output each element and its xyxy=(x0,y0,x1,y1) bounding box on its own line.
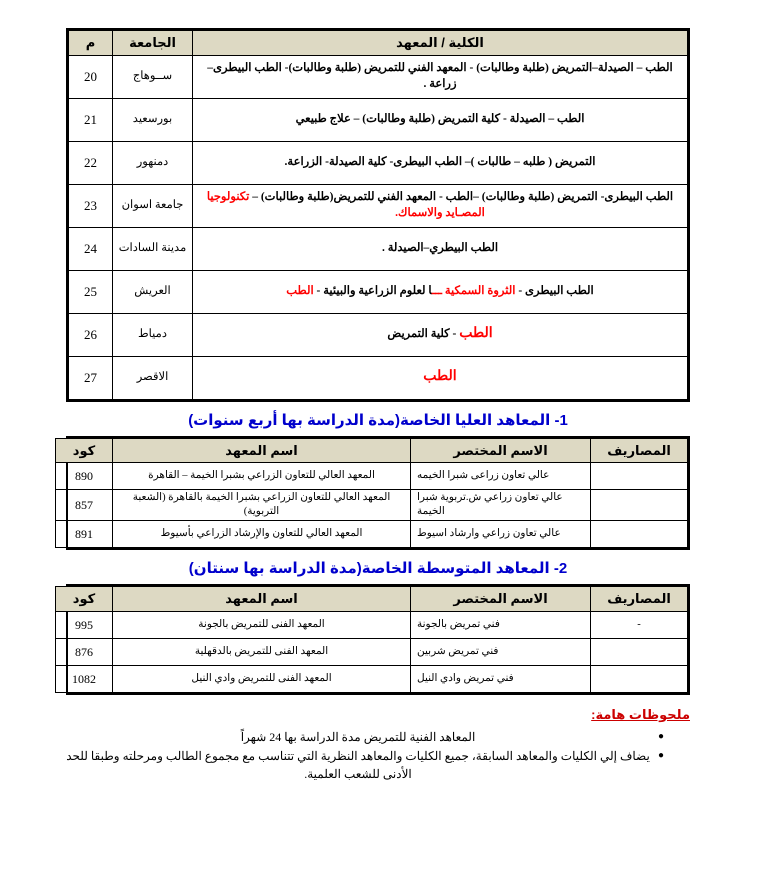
table-row xyxy=(56,521,688,548)
table-row xyxy=(69,184,688,227)
column-header-code: كود xyxy=(56,438,113,463)
cell-row-number: 20 xyxy=(69,55,113,98)
universities-table xyxy=(68,30,688,400)
cell-faculty xyxy=(193,270,688,313)
table-row xyxy=(69,356,688,399)
table-row xyxy=(69,55,688,98)
note-item xyxy=(66,747,664,783)
cell-institute-name: المعهد الفنى للتمريض وادي النيل xyxy=(113,665,411,692)
cell-row-number: 25 xyxy=(69,270,113,313)
cell-fees xyxy=(591,521,688,548)
note-text: يضاف إلي الكليات والمعاهد السابقة، جميع الكليات والمعاهد النظرية التي تتناسب مع مجموع الطالب ومرحلته وطبقا للحد الأدنى للشعب العلمية. xyxy=(66,748,650,781)
cell-university: ســوهاج xyxy=(113,55,193,98)
cell-university: مدينة السادات xyxy=(113,227,193,270)
faculty-text-part: الطب – الصيدلة - كلية التمريض (طلبة وطالبات) – علاج طبيعي xyxy=(295,112,585,125)
cell-fees xyxy=(591,638,688,665)
cell-institute-name: المعهد الفنى للتمريض بالجونة xyxy=(113,611,411,638)
cell-row-number: 23 xyxy=(69,184,113,227)
cell-short-name: فني تمريض بالجونة xyxy=(411,611,591,638)
table-row xyxy=(69,270,688,313)
faculty-text-part: الطب – الصيدلة–التمريض (طلبة وطالبات) - المعهد الفني للتمريض (طلبة وطالبات)- الطب البيطرى– زراعة . xyxy=(207,62,673,90)
table-row xyxy=(69,141,688,184)
cell-code: 890 xyxy=(56,463,113,490)
faculty-text-part: الطب xyxy=(423,369,457,385)
table-row xyxy=(69,313,688,356)
column-header-code: كود xyxy=(56,587,113,612)
table-header-row xyxy=(56,438,688,463)
cell-row-number: 21 xyxy=(69,98,113,141)
high-institutes-table-frame xyxy=(66,436,690,551)
cell-code: 857 xyxy=(56,490,113,521)
high-institutes-table-header xyxy=(56,438,688,463)
faculty-text-part: الطب البيطرى - xyxy=(515,284,594,297)
faculty-text-part: - كلية التمريض xyxy=(387,328,460,341)
faculty-text-part: التمريض ( طلبه – طالبات )– الطب البيطرى- كلية الصيدلة- الزراعة. xyxy=(284,155,596,168)
notes-title: ملحوظات هامة: xyxy=(591,706,690,722)
notes-list xyxy=(66,728,690,783)
faculty-text-part: تكنولوجيا المصـايد والاسماك. xyxy=(206,191,485,219)
cell-fees: - xyxy=(591,611,688,638)
cell-row-number: 24 xyxy=(69,227,113,270)
medium-institutes-table xyxy=(55,586,688,693)
cell-code: 876 xyxy=(56,638,113,665)
faculty-text-part: الطب البيطري–الصيدلة . xyxy=(381,241,499,254)
cell-code: 891 xyxy=(56,521,113,548)
column-header-short-name: الاسم المختصر xyxy=(411,587,591,612)
cell-faculty xyxy=(193,313,688,356)
cell-short-name: فني تمريض وادي النيل xyxy=(411,665,591,692)
medium-institutes-table-body xyxy=(56,611,688,692)
cell-faculty xyxy=(193,55,688,98)
cell-institute-name: المعهد الفنى للتمريض بالدقهلية xyxy=(113,638,411,665)
note-text: المعاهد الفنية للتمريض مدة الدراسة بها 24 شهراً xyxy=(240,729,476,744)
cell-faculty xyxy=(193,141,688,184)
cell-faculty xyxy=(193,98,688,141)
faculty-text-part: الثروة السمكية ـــ xyxy=(431,284,516,297)
notes-section xyxy=(66,707,690,783)
universities-table-frame xyxy=(66,28,690,402)
section-heading-high-institutes: 1- المعاهد العليا الخاصة(مدة الدراسة بها أربع سنوات) xyxy=(188,411,568,429)
faculty-text-part: ا لعلوم الزراعية والبيئية - xyxy=(313,284,432,297)
column-header-fees: المصاريف xyxy=(591,587,688,612)
cell-short-name: عالي تعاون زراعى شبرا الخيمه xyxy=(411,463,591,490)
cell-row-number: 22 xyxy=(69,141,113,184)
cell-fees xyxy=(591,463,688,490)
table-row xyxy=(56,638,688,665)
column-header-faculty: الكلية / المعهد xyxy=(193,31,688,56)
column-header-no: م xyxy=(69,31,113,56)
high-institutes-table xyxy=(55,438,688,549)
section-heading-medium-institutes: 2- المعاهد المتوسطة الخاصة(مدة الدراسة بها سنتان) xyxy=(188,560,568,578)
cell-university: دمنهور xyxy=(113,141,193,184)
table-row xyxy=(69,98,688,141)
column-header-institute-name: اسم المعهد xyxy=(113,587,411,612)
faculty-text-part: الطب xyxy=(286,284,314,297)
cell-fees xyxy=(591,490,688,521)
faculty-text-part: الطب البيطرى- التمريض (طلبة وطالبات) –الطب - المعهد الفني للتمريض(طلبة وطالبات) – xyxy=(249,191,674,204)
cell-fees xyxy=(591,665,688,692)
cell-university: جامعة اسوان xyxy=(113,184,193,227)
universities-table-body xyxy=(69,55,688,399)
cell-university: دمياط xyxy=(113,313,193,356)
table-row xyxy=(56,611,688,638)
cell-faculty xyxy=(193,227,688,270)
cell-institute-name: المعهد العالي للتعاون الزراعي بشبرا الخيمة بالقاهرة (الشعبة التربوية) xyxy=(113,490,411,521)
table-header-row xyxy=(56,587,688,612)
table-row xyxy=(56,665,688,692)
cell-short-name: عالي تعاون زراعي ش.تربوية شبرا الخيمة xyxy=(411,490,591,521)
bullet-icon: ● xyxy=(657,730,664,742)
cell-short-name: فني تمريض شربين xyxy=(411,638,591,665)
cell-university: الاقصر xyxy=(113,356,193,399)
faculty-text-part: الطب xyxy=(459,326,493,342)
cell-institute-name: المعهد العالي للتعاون الزراعي بشبرا الخيمة – القاهرة xyxy=(113,463,411,490)
column-header-institute-name: اسم المعهد xyxy=(113,438,411,463)
cell-university: بورسعيد xyxy=(113,98,193,141)
column-header-fees: المصاريف xyxy=(591,438,688,463)
cell-university: العريش xyxy=(113,270,193,313)
medium-institutes-table-header xyxy=(56,587,688,612)
bullet-icon: ● xyxy=(657,749,664,761)
table-row xyxy=(56,490,688,521)
cell-faculty xyxy=(193,356,688,399)
cell-row-number: 26 xyxy=(69,313,113,356)
table-header-row xyxy=(69,31,688,56)
universities-table-header xyxy=(69,31,688,56)
high-institutes-table-body xyxy=(56,463,688,548)
medium-institutes-table-frame xyxy=(66,584,690,695)
cell-code: 1082 xyxy=(56,665,113,692)
cell-row-number: 27 xyxy=(69,356,113,399)
cell-faculty xyxy=(193,184,688,227)
column-header-short-name: الاسم المختصر xyxy=(411,438,591,463)
cell-code: 995 xyxy=(56,611,113,638)
note-item xyxy=(66,728,664,746)
cell-short-name: عالي تعاون زراعي وارشاد اسيوط xyxy=(411,521,591,548)
table-row xyxy=(69,227,688,270)
table-row xyxy=(56,463,688,490)
cell-institute-name: المعهد العالي للتعاون والإرشاد الزراعي بأسيوط xyxy=(113,521,411,548)
column-header-university: الجامعة xyxy=(113,31,193,56)
